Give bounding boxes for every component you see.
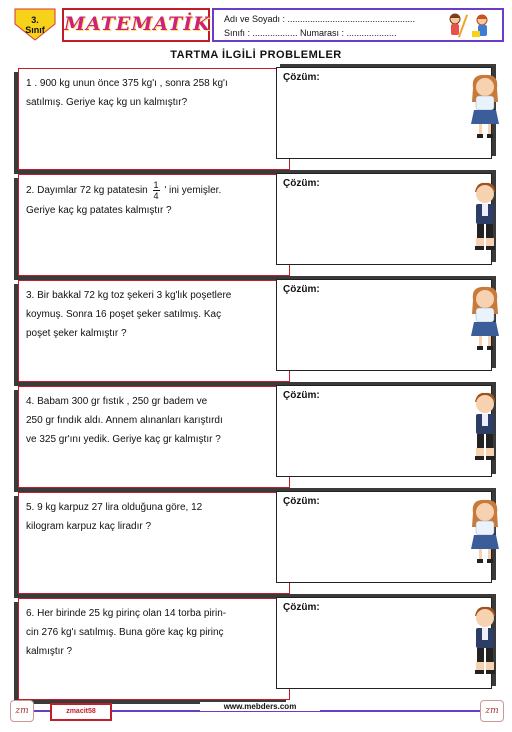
class-number-line: Sınıfı : .................. Numarası : ....................	[224, 28, 397, 38]
footer	[10, 700, 504, 724]
solution-label: Çözüm:	[283, 284, 320, 295]
fraction-numerator: 1	[153, 180, 159, 190]
problem-2-line-2: Geriye kaç kg patates kalmıştır ?	[26, 205, 172, 216]
zm-logo-left-icon: zm	[10, 700, 34, 722]
problem-6-line-2: cin 276 kg'ı satılmış. Buna göre kaç kg pirinç	[26, 627, 224, 638]
website-link[interactable]: www.mebders.com	[200, 702, 320, 711]
problem-3-line-1: 3. Bir bakkal 72 kg toz şekeri 3 kg'lık poşetlere	[26, 290, 232, 301]
boy-character-icon	[465, 390, 505, 462]
solution-box-4[interactable]	[276, 385, 492, 477]
boy-character-icon	[465, 180, 505, 252]
solution-label: Çözüm:	[283, 72, 320, 83]
problem-2-text-a: 2. Dayımlar 72 kg patatesin	[26, 185, 148, 197]
solution-label: Çözüm:	[283, 602, 320, 613]
solution-box-5[interactable]	[276, 491, 492, 583]
grade-word: Sınıf	[25, 25, 45, 35]
author-badge: zmacit58	[50, 703, 112, 721]
problem-4-line-2: 250 gr fındık aldı. Annem alınanları karıştırdı	[26, 415, 223, 426]
solution-box-6[interactable]	[276, 597, 492, 689]
zm-logo-right-icon: zm	[480, 700, 504, 722]
problem-4	[18, 386, 290, 488]
solution-box-2[interactable]	[276, 173, 492, 265]
problem-4-line-3: ve 325 gr'ını yedik. Geriye kaç gr kalmıştır ?	[26, 434, 221, 445]
girl-character-icon	[465, 284, 505, 352]
problem-6-line-1: 6. Her birinde 25 kg pirinç olan 14 torba pirin-	[26, 608, 227, 619]
problem-6-line-3: kalmıştır ?	[26, 646, 73, 657]
solution-label: Çözüm:	[283, 496, 320, 507]
subject-title-box	[62, 8, 210, 42]
page-title: TARTMA İLGİLİ PROBLEMLER	[170, 49, 342, 61]
subject-title: MATEMATİK	[64, 13, 211, 35]
problem-5-line-2: kilogram karpuz kaç liradır ?	[26, 521, 152, 532]
fraction-denominator: 4	[153, 191, 159, 201]
boy-character-icon	[465, 604, 505, 676]
fraction	[153, 180, 160, 201]
problem-6	[18, 598, 290, 700]
problem-2	[18, 174, 290, 276]
student-info-box	[212, 8, 504, 42]
problem-2-line-1	[26, 180, 282, 201]
girl-character-icon	[465, 497, 505, 565]
name-line: Adı ve Soyadı : ...................................................	[224, 14, 416, 24]
grade-badge	[12, 6, 58, 42]
problem-1-line-2: satılmış. Geriye kaç kg un kalmıştır?	[26, 97, 188, 108]
grade-number: 3.	[31, 15, 39, 25]
kids-clipart-icon	[442, 11, 498, 41]
solution-box-1[interactable]	[276, 67, 492, 159]
problem-3-line-2: koymuş. Sonra 16 poşet şeker satılmış. Kaç	[26, 309, 222, 320]
problem-1-line-1: 1 . 900 kg unun önce 375 kg'ı , sonra 258 kg'ı	[26, 78, 228, 89]
problem-2-text-b: ' ini yemişler.	[164, 185, 222, 197]
problem-4-line-1: 4. Babam 300 gr fıstık , 250 gr badem ve	[26, 396, 208, 407]
solution-label: Çözüm:	[283, 390, 320, 401]
girl-character-icon	[465, 72, 505, 140]
problem-5	[18, 492, 290, 594]
solution-label: Çözüm:	[283, 178, 320, 189]
grade-text	[12, 15, 58, 35]
problem-3	[18, 280, 290, 382]
problem-3-line-3: poşet şeker kalmıştır ?	[26, 328, 127, 339]
problem-5-line-1: 5. 9 kg karpuz 27 lira olduğuna göre, 12	[26, 502, 203, 513]
problem-1	[18, 68, 290, 170]
solution-box-3[interactable]	[276, 279, 492, 371]
